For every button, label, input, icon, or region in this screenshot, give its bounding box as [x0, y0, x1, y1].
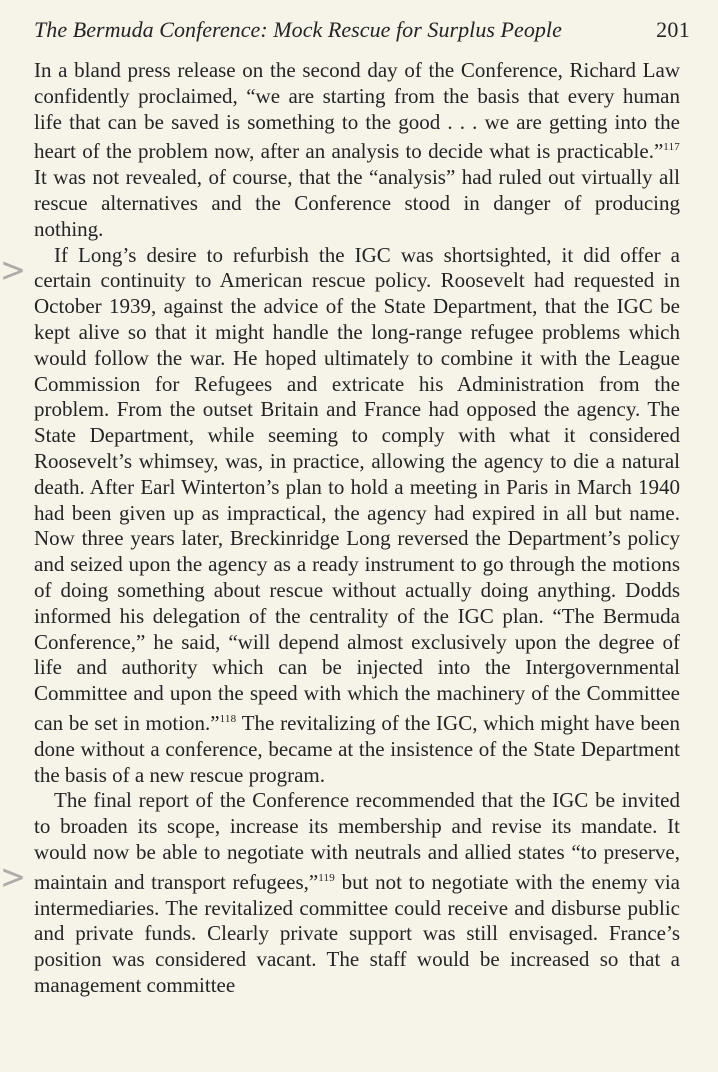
paragraph — [34, 788, 680, 998]
paragraph-text: but not to negotiate with the enemy via intermediaries. The revitalized committee could receive and disburse public and private funds. Clearly private support was still envisaged. France’s position was considered vacant. The staff would be increased so that a management committee — [34, 869, 680, 997]
running-title: The Bermuda Conference: Mock Rescue for Surplus People — [34, 17, 562, 42]
paragraph-text: The revitalizing of the IGC, which might have been done without a conference, became at the insistence of the State Department the basis of a new rescue program. — [34, 710, 680, 787]
paragraph-text: It was not revealed, of course, that the “analysis” had ruled out virtually all rescue alternatives and the Conference stood in danger of producing nothing. — [34, 165, 680, 241]
footnote-marker: 117 — [663, 141, 680, 154]
paragraph — [34, 58, 680, 243]
footnote-marker: 118 — [219, 712, 237, 725]
running-head — [34, 14, 690, 46]
page-number: 201 — [656, 17, 690, 42]
paragraph-text: In a bland press release on the second day of the Conference, Richard Law confidently proclaimed, “we are starting from the basis that every human life that can be saved is something to the good . . . we are getting into the heart of the problem now, after an analysis to decide what is practicable.” — [34, 58, 680, 164]
margin-mark: < — [0, 251, 26, 291]
paragraph — [34, 243, 680, 789]
footnote-marker: 119 — [318, 871, 335, 884]
paragraph-text: If Long’s desire to refurbish the IGC was shortsighted, it did offer a certain continuity to American rescue policy. Roosevelt had requested in October 1939, against the advice of the State Department, that the IGC be kept alive so that it might handle the long-range refugee problems which would follow the war. He hoped ultimately to combine it with the League Commission for Refugees and extricate his Administration from the problem. From the outset Britain and France had opposed the agency. The State Department, while seeming to comply with what it considered Roosevelt’s whimsey, was, in practice, allowing the agency to die a natural death. After Earl Winterton’s plan to hold a meeting in Paris in March 1940 had been given up as impractical, the agency had expired in all but name. Now three years later, Breckinridge Long reversed the Department’s policy and seized upon the agency as a ready instrument to go through the motions of doing something about rescue without actually doing anything. Dodds informed his delegation of the centrality of the IGC plan. “The Bermuda Conference,” he said, “will depend almost exclusively upon the degree of life and authority which can be injected into the Intergovernmental Committee and upon the speed with which the machinery of the Committee can be set in motion.” — [34, 242, 680, 735]
body-text — [34, 58, 680, 999]
paragraph-text: The final report of the Conference recommended that the IGC be invited to broaden its scope, increase its membership and revise its mandate. It would now be able to negotiate with neutrals and allied states “to preserve, maintain and transport refugees,” — [34, 788, 680, 894]
margin-mark: < — [0, 858, 26, 898]
